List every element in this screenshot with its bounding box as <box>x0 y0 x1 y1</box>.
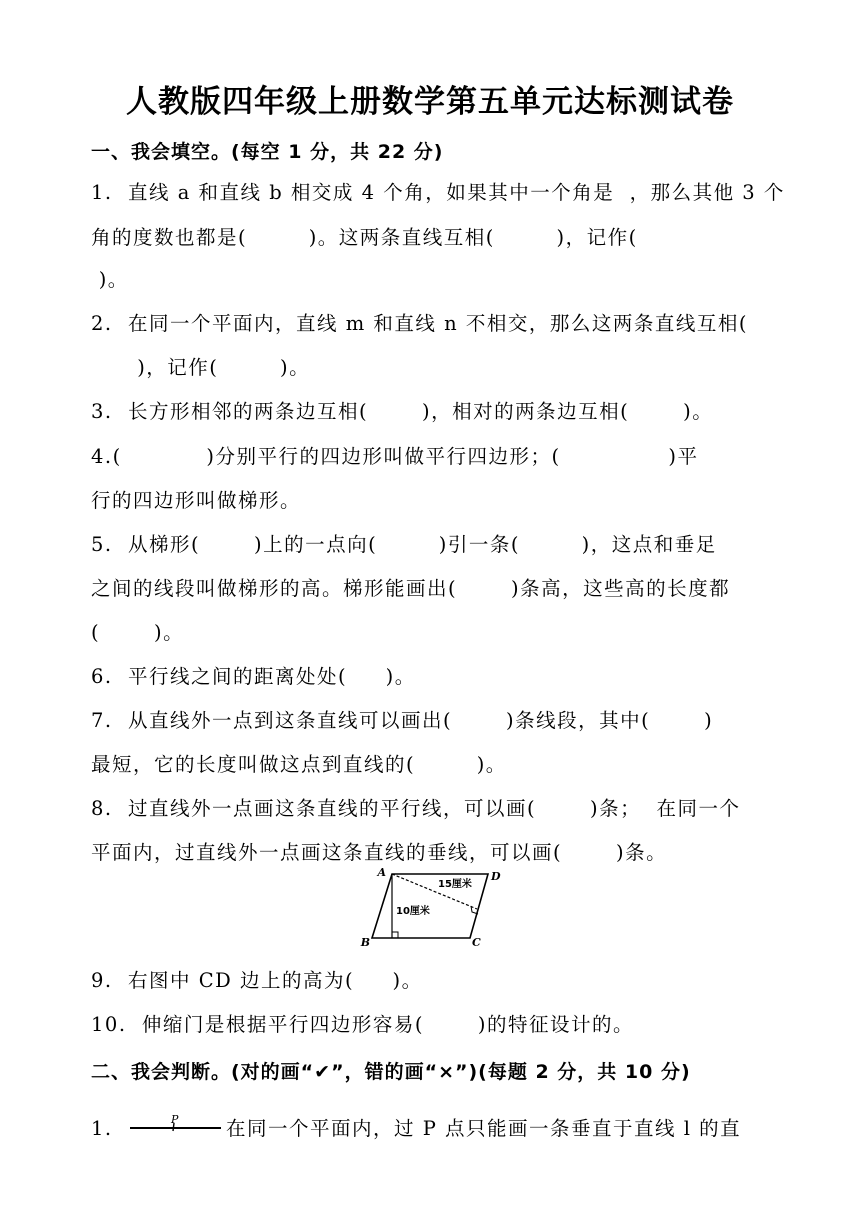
line-with-point-p-figure <box>128 1112 223 1142</box>
question-line: 10. 伸缩门是根据平行四边形容易( )的特征设计的。 <box>91 1013 635 1036</box>
question-line: )，记作( )。 <box>91 356 311 379</box>
section-2-heading: 二、我会判断。(对的画“✔”，错的画“×”)(每题 2 分，共 10 分) <box>91 1061 691 1083</box>
length-label-15: 15厘米 <box>438 879 472 890</box>
question-line: 3. 长方形相邻的两条边互相( )，相对的两条边互相( )。 <box>91 400 714 423</box>
question-line: 2. 在同一个平面内，直线 m 和直线 n 不相交，那么这两条直线互相( <box>91 312 748 335</box>
question-line: 角的度数也都是( )。这两条直线互相( )，记作( <box>91 226 638 249</box>
page-title: 人教版四年级上册数学第五单元达标测试卷 <box>126 84 734 120</box>
judge-q1-text: 在同一个平面内，过 P 点只能画一条垂直于直线 l 的直 <box>226 1117 742 1140</box>
question-line: 8. 过直线外一点画这条直线的平行线，可以画( )条； 在同一个 <box>91 797 741 820</box>
vertex-label-c: C <box>472 936 481 948</box>
judge-q1-number: 1. <box>91 1117 113 1140</box>
question-line: 行的四边形叫做梯形。 <box>91 489 302 512</box>
question-line: 9. 右图中 CD 边上的高为( )。 <box>91 969 423 992</box>
length-label-10: 10厘米 <box>396 906 430 917</box>
question-line: )。 <box>91 268 129 291</box>
question-line: ( )。 <box>91 621 185 644</box>
point-label-p: P <box>171 1113 179 1126</box>
question-line: 7. 从直线外一点到这条直线可以画出( )条线段，其中( ) <box>91 709 714 732</box>
parallelogram-figure <box>356 866 506 948</box>
question-line: 之间的线段叫做梯形的高。梯形能画出( )条高，这些高的长度都 <box>91 577 731 600</box>
question-line: 最短，它的长度叫做这点到直线的( )。 <box>91 753 507 776</box>
question-line: 5. 从梯形( )上的一点向( )引一条( )，这点和垂足 <box>91 533 717 556</box>
vertex-label-d: D <box>491 870 501 883</box>
question-line: 平面内，过直线外一点画这条直线的垂线，可以画( )条。 <box>91 841 668 864</box>
question-line: 1. 直线 a 和直线 b 相交成 4 个角，如果其中一个角是 ，那么其他 3 个 <box>91 181 785 204</box>
question-line: 4.( )分别平行的四边形叫做平行四边形；( )平 <box>91 445 699 468</box>
vertex-label-b: B <box>360 936 370 948</box>
section-1-heading: 一、我会填空。(每空 1 分，共 22 分) <box>91 141 444 163</box>
vertex-label-a: A <box>377 866 386 879</box>
question-line: 6. 平行线之间的距离处处( )。 <box>91 665 416 688</box>
